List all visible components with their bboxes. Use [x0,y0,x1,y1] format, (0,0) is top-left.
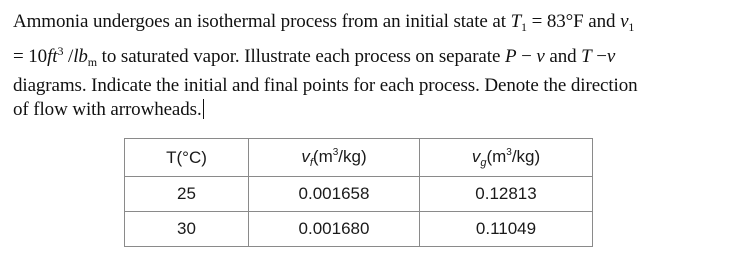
problem-line-3: diagrams. Indicate the initial and final points for each process. Denote the direction [13,75,638,96]
temperature-symbol: T [510,11,522,32]
cell-vf: 0.001658 [249,177,420,212]
column-header-vf: $v_f(m^3/kg)$ [249,139,420,177]
unit-ft: ft [47,46,58,67]
problem-line-1 [13,10,725,39]
table-row [125,212,593,247]
volume-symbol: v [620,11,629,32]
table-row [125,177,593,212]
problem-line-2 [13,39,725,74]
temperature-symbol: T [581,46,592,67]
cell-temperature: 30 [125,212,249,247]
problem-text: and [544,46,582,67]
cell-vg: 0.11049 [420,212,593,247]
property-table-container [124,138,593,247]
temperature-subscript: 1 [521,20,527,34]
problem-statement [13,10,725,122]
volume-subscript: 1 [628,20,635,34]
problem-text: Ammonia undergoes an isothermal process from an initial state at [13,11,511,32]
table-header-row [125,139,593,177]
problem-text: to saturated vapor. Illustrate each process on separate [97,46,505,67]
unit-lb-subscript: m [87,55,98,69]
pressure-symbol: P [504,46,517,67]
unit-ft-exponent: 3 [57,44,64,58]
column-header-temperature: T(°C) [125,139,249,177]
problem-line-4 [13,98,725,122]
unit-lb: lb [73,46,88,67]
saturation-property-table [124,138,593,247]
problem-text: − [516,46,537,67]
cell-temperature: 25 [125,177,249,212]
cell-vg: 0.12813 [420,177,593,212]
volume-symbol: v [536,46,545,67]
problem-text: = 83°F and [526,11,621,32]
column-header-vg: $v_g(m^3/kg)$ [420,139,593,177]
problem-text: − [591,46,607,67]
problem-text: = 10 [13,46,48,67]
problem-text: of flow with arrowheads. [13,99,202,120]
volume-symbol: v [606,46,616,67]
cell-vf: 0.001680 [249,212,420,247]
text-cursor [203,99,204,119]
problem-text: / [63,46,74,67]
